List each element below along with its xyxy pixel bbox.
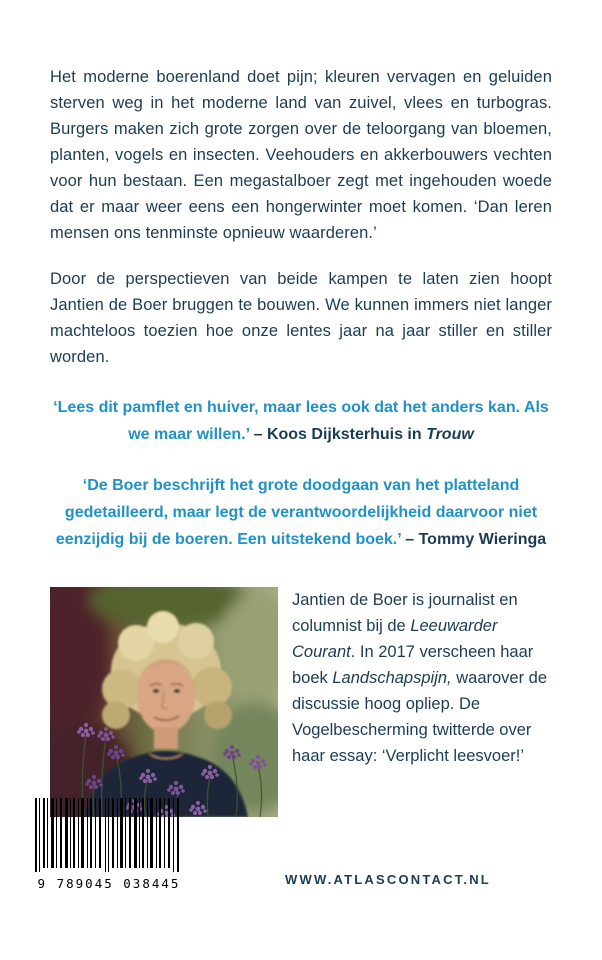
bio-book-title: Landschapspijn, [332,669,452,687]
author-photo-illustration [50,587,278,817]
author-photo [50,587,278,817]
review-quotes [50,394,552,553]
bio-text: Jantien de Boer is journalist en columnist bij de [292,591,518,635]
review-quote-wieringa [42,472,560,553]
publisher-website: WWW.ATLASCONTACT.NL [285,872,491,887]
author-section [50,587,552,817]
quote-source: Trouw [426,426,474,443]
isbn-barcode [35,798,183,891]
barcode-bars [35,798,183,872]
quote-attribution: – Tommy Wieringa [400,531,547,548]
isbn-number: 9 789045 038445 [37,876,181,891]
bio-text: waarover de discussie hoog opliep. De Vogelbescherming twitterde over haar essay: ‘Verplicht leesvoer!’ [292,669,548,765]
synopsis-paragraph-2: Door de perspectieven van beide kampen te laten zien hoopt Jantien de Boer bruggen te bouwen. We kunnen immers niet langer machteloos toezien hoe onze lentes jaar na jaar stiller en stiller worden. [50,270,552,366]
quote-attribution: – Koos Dijksterhuis in [249,426,427,443]
bio-publication-name: Leeuwarder Courant [292,617,498,661]
author-bio [292,587,550,817]
quote-text: ‘Lees dit pamflet en huiver, maar lees ook dat het anders kan. Als we maar willen.’ [53,399,549,443]
synopsis [50,64,552,370]
quote-text: ‘De Boer beschrijft het grote doodgaan van het platteland gedetailleerd, maar legt de verantwoordelijkheid daarvoor niet eenzijdig bij de boeren. Een uitstekend boek.’ [55,477,538,548]
synopsis-paragraph-1: Het moderne boerenland doet pijn; kleuren vervagen en geluiden sterven weg in het moderne land van zuivel, vlees en turbogras. Burgers maken zich grote zorgen over de teloorgang van bloemen, planten, vogels en insecten. Veehouders en akkerbouwers vechten voor hun bestaan. Een megastalboer zegt met ingehouden woede dat er maar weer eens een hongerwinter moet komen. ‘Dan leren mensen ons tenminste opnieuw waarderen.’ [50,68,552,242]
review-quote-trouw [42,394,560,448]
bio-text: . In 2017 verscheen haar boek [292,643,534,687]
